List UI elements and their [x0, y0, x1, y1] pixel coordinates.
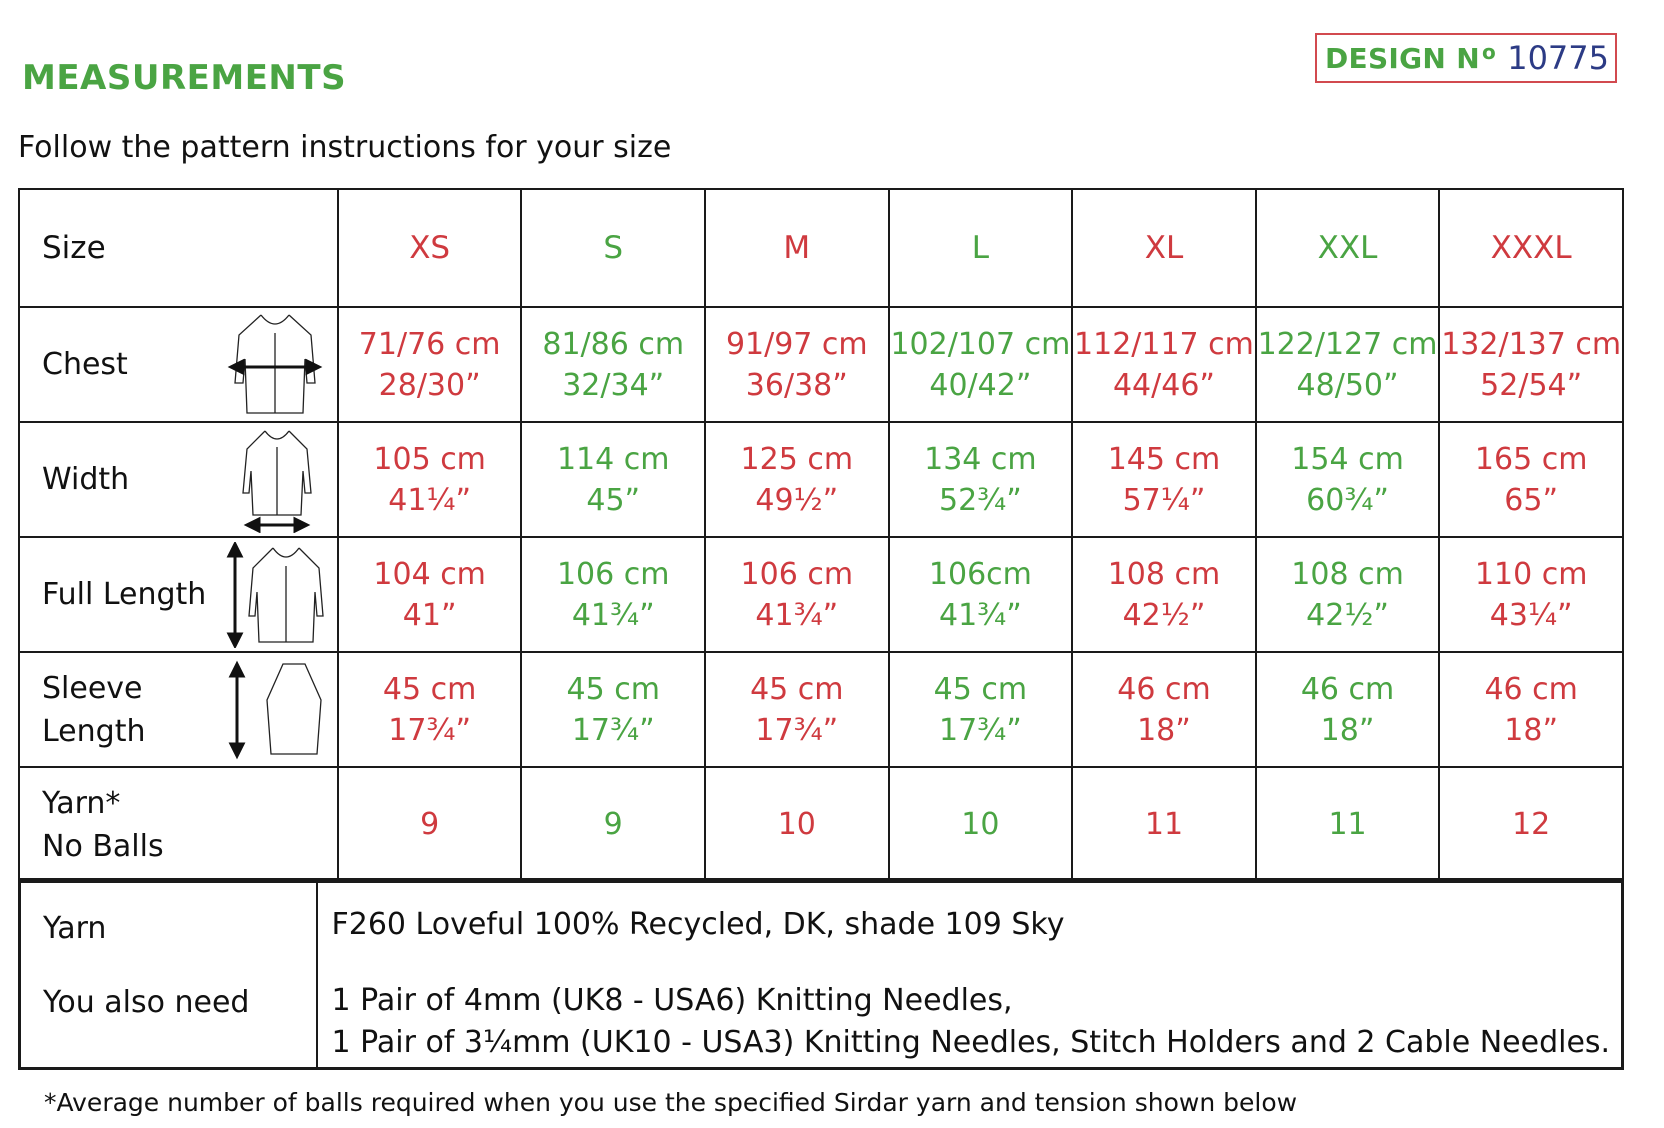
sleeve-length-xxl-in: 18”	[1320, 712, 1375, 748]
footnote: *Average number of balls required when you use the specified Sirdar yarn and tension shown below	[44, 1088, 1298, 1117]
chest-xs-cell	[338, 307, 522, 422]
also-need-line-1: 1 Pair of 4mm (UK8 - USA6) Knitting Needles,	[331, 983, 1013, 1018]
also-need-label: You also need	[43, 985, 250, 1020]
full-length-l-cell	[889, 537, 1073, 652]
materials-table	[18, 878, 1624, 1070]
sleeve-length-xs-cell	[338, 652, 522, 767]
chest-xl-cm: 112/117 cm	[1074, 326, 1254, 362]
design-number: 10775	[1507, 39, 1609, 77]
chest-xxl-cm: 122/127 cm	[1257, 326, 1438, 362]
chest-m-in: 36/38”	[745, 367, 848, 403]
sleeve-length-xxxl-cell	[1439, 652, 1623, 767]
cardigan-length-icon	[225, 542, 325, 648]
full-length-m-cell	[705, 537, 889, 652]
yarn-balls-l: 10	[889, 767, 1073, 882]
yarn-balls-xs: 9	[338, 767, 522, 882]
full-length-xl-in: 42½”	[1122, 597, 1206, 633]
full-length-xs-in: 41”	[402, 597, 457, 633]
also-need-line-2: 1 Pair of 3¼mm (UK10 - USA3) Knitting Needles, Stitch Holders and 2 Cable Needles.	[331, 1025, 1611, 1060]
yarn-balls-xl: 11	[1072, 767, 1256, 882]
width-l-cell	[889, 422, 1073, 537]
design-label-text: DESIGN N	[1325, 41, 1480, 75]
width-xxxl-cm: 165 cm	[1474, 441, 1588, 477]
sleeve-length-xl-cm: 46 cm	[1117, 671, 1211, 707]
width-label: Width	[42, 462, 130, 497]
width-s-cell	[521, 422, 705, 537]
sleeve-length-row	[19, 652, 1623, 767]
sleeve-length-xl-in: 18”	[1137, 712, 1191, 748]
sleeve-length-label-line1: Sleeve	[42, 670, 143, 706]
sleeve-length-label-line2: Length	[42, 713, 146, 749]
sleeve-length-xxl-cm: 46 cm	[1300, 671, 1395, 707]
sleeve-length-s-cell	[521, 652, 705, 767]
width-s-in: 45”	[586, 482, 641, 518]
yarn-balls-xxl: 11	[1256, 767, 1440, 882]
chest-m-cm: 91/97 cm	[725, 326, 868, 362]
size-label: Size	[42, 229, 106, 266]
width-label-cell	[19, 422, 338, 537]
width-xs-cm: 105 cm	[373, 441, 486, 477]
width-xl-cm: 145 cm	[1107, 441, 1221, 477]
sleeve-length-xs-in: 17¾”	[388, 712, 472, 748]
chest-m-cell	[705, 307, 889, 422]
chest-l-cm: 102/107 cm	[890, 326, 1071, 362]
full-length-xxl-in: 42½”	[1306, 597, 1389, 633]
sleeve-length-xl-cell	[1072, 652, 1256, 767]
full-length-l-in: 41¾”	[938, 597, 1022, 633]
chest-xxxl-cm: 132/137 cm	[1441, 326, 1622, 362]
chest-label-cell	[19, 307, 338, 422]
cardigan-chest-icon	[227, 311, 323, 419]
yarn-balls-s: 9	[521, 767, 705, 882]
width-xxl-in: 60¾”	[1306, 482, 1389, 518]
width-m-cell	[705, 422, 889, 537]
sleeve-length-m-cm: 45 cm	[750, 671, 844, 707]
size-header-xxl: XXL	[1256, 189, 1440, 307]
sleeve-length-xxl-cell	[1256, 652, 1440, 767]
chest-xxxl-in: 52/54”	[1480, 367, 1583, 403]
chest-xs-cm: 71/76 cm	[358, 326, 501, 362]
full-length-xs-cm: 104 cm	[373, 556, 486, 592]
materials-values-cell	[317, 880, 1623, 1069]
width-m-cm: 125 cm	[740, 441, 854, 477]
full-length-l-cm: 106cm	[928, 556, 1032, 592]
yarn-balls-label	[20, 782, 164, 868]
size-label-cell	[19, 189, 338, 307]
design-number-box	[1315, 33, 1617, 83]
yarn-balls-xxxl: 12	[1439, 767, 1623, 882]
sleeve-length-l-cell	[889, 652, 1073, 767]
chest-label: Chest	[42, 347, 128, 382]
chest-xl-in: 44/46”	[1112, 367, 1215, 403]
chest-row	[19, 307, 1623, 422]
sleeve-length-s-cm: 45 cm	[566, 671, 660, 707]
sleeve-length-icon	[225, 660, 325, 760]
width-xs-cell	[338, 422, 522, 537]
full-length-xxxl-cm: 110 cm	[1474, 556, 1588, 592]
design-label	[1325, 39, 1496, 75]
full-length-xxxl-cell	[1439, 537, 1623, 652]
yarn-value: F260 Loveful 100% Recycled, DK, shade 109 Sky	[331, 907, 1065, 942]
yarn-label: Yarn	[43, 911, 107, 946]
yarn-balls-label-line2: No Balls	[42, 828, 164, 864]
full-length-xxl-cell	[1256, 537, 1440, 652]
width-xl-cell	[1072, 422, 1256, 537]
chest-xxl-cell	[1256, 307, 1440, 422]
sleeve-length-label	[20, 667, 145, 753]
full-length-xl-cm: 108 cm	[1107, 556, 1221, 592]
chest-xl-cell	[1072, 307, 1256, 422]
sleeve-length-m-cell	[705, 652, 889, 767]
materials-labels-cell	[20, 880, 317, 1069]
full-length-m-cm: 106 cm	[740, 556, 854, 592]
full-length-label: Full Length	[42, 577, 207, 612]
design-label-superscript: o	[1481, 39, 1496, 64]
yarn-balls-row	[19, 767, 1623, 882]
chest-xs-in: 28/30”	[378, 367, 481, 403]
full-length-xs-cell	[338, 537, 522, 652]
sleeve-length-m-in: 17¾”	[755, 712, 839, 748]
full-length-s-in: 41¾”	[571, 597, 655, 633]
size-header-xl: XL	[1072, 189, 1256, 307]
cardigan-width-icon	[237, 427, 317, 533]
subtitle: Follow the pattern instructions for your size	[18, 130, 672, 165]
sleeve-length-xxxl-in: 18”	[1504, 712, 1559, 748]
full-length-xxl-cm: 108 cm	[1291, 556, 1404, 592]
chest-xxl-in: 48/50”	[1296, 367, 1399, 403]
width-xs-in: 41¼”	[388, 482, 472, 518]
chest-l-cell	[889, 307, 1073, 422]
size-header-l: L	[889, 189, 1073, 307]
sleeve-length-xs-cm: 45 cm	[382, 671, 477, 707]
width-xxxl-in: 65”	[1504, 482, 1559, 518]
chest-s-cm: 81/86 cm	[542, 326, 685, 362]
width-xl-in: 57¼”	[1122, 482, 1206, 518]
full-length-label-cell	[19, 537, 338, 652]
measurements-table	[18, 188, 1624, 883]
sleeve-length-l-cm: 45 cm	[933, 671, 1028, 707]
yarn-balls-label-cell	[19, 767, 338, 882]
size-header-s: S	[521, 189, 705, 307]
page-title: MEASUREMENTS	[22, 58, 347, 98]
width-l-cm: 134 cm	[924, 441, 1037, 477]
full-length-row	[19, 537, 1623, 652]
chest-l-in: 40/42”	[929, 367, 1032, 403]
chest-xxxl-cell	[1439, 307, 1623, 422]
width-l-in: 52¾”	[938, 482, 1022, 518]
sleeve-length-xxxl-cm: 46 cm	[1484, 671, 1578, 707]
full-length-s-cell	[521, 537, 705, 652]
sleeve-length-l-in: 17¾”	[938, 712, 1022, 748]
chest-s-cell	[521, 307, 705, 422]
chest-s-in: 32/34”	[562, 367, 665, 403]
size-header-row	[19, 189, 1623, 307]
width-m-in: 49½”	[755, 482, 839, 518]
full-length-m-in: 41¾”	[755, 597, 839, 633]
sleeve-length-label-cell	[19, 652, 338, 767]
full-length-s-cm: 106 cm	[556, 556, 670, 592]
full-length-xl-cell	[1072, 537, 1256, 652]
size-header-m: M	[705, 189, 889, 307]
width-xxl-cell	[1256, 422, 1440, 537]
width-xxxl-cell	[1439, 422, 1623, 537]
size-header-xs: XS	[338, 189, 522, 307]
full-length-xxxl-in: 43¼”	[1489, 597, 1573, 633]
width-row	[19, 422, 1623, 537]
size-header-xxxl: XXXL	[1439, 189, 1623, 307]
width-xxl-cm: 154 cm	[1291, 441, 1404, 477]
yarn-balls-m: 10	[705, 767, 889, 882]
width-s-cm: 114 cm	[556, 441, 670, 477]
yarn-balls-label-line1: Yarn*	[42, 785, 121, 821]
sleeve-length-s-in: 17¾”	[571, 712, 655, 748]
